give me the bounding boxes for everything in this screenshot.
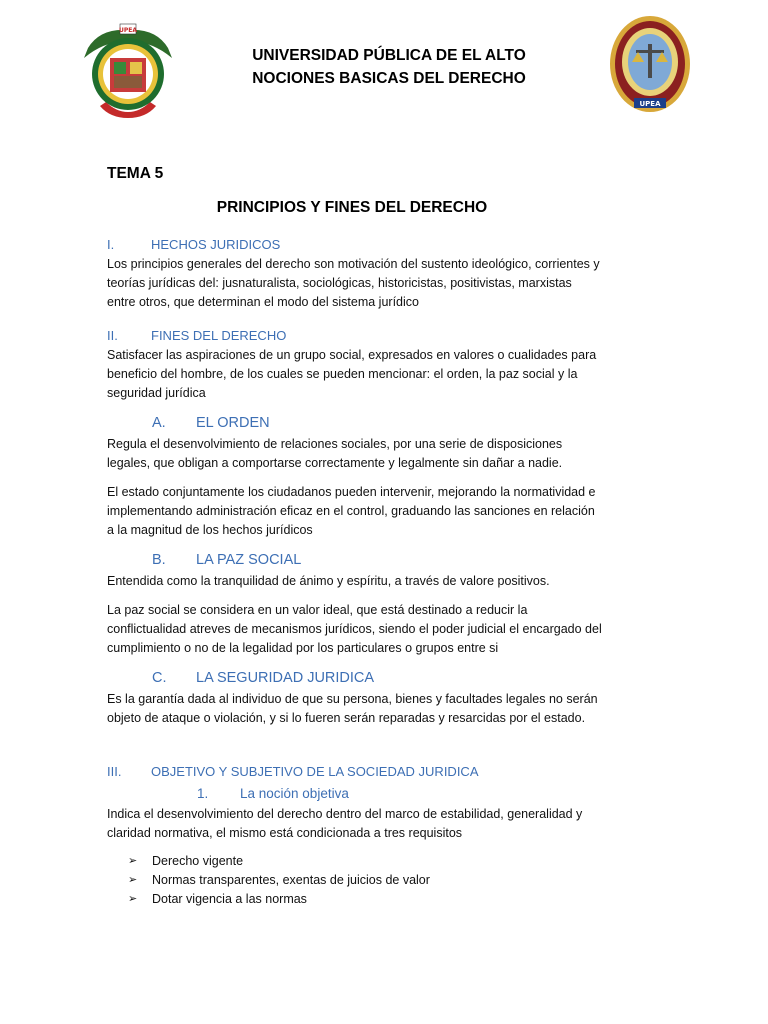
section-title: OBJETIVO Y SUBJETIVO DE LA SOCIEDAD JURIDICA bbox=[151, 764, 479, 779]
upea-seal-logo bbox=[80, 18, 176, 124]
arrowhead-bullet-icon: ➢ bbox=[128, 893, 138, 905]
paragraph-hechos-juridicos: Los principios generales del derecho son motivación del sustento ideológico, corrientes y teorías jurídicas del: jusnaturalista, sociológicas, historicistas, positivistas, marxistas entre otros, que determinan el modo del sistema jurídico bbox=[107, 257, 600, 309]
section-number: I. bbox=[107, 237, 115, 252]
section-title: FINES DEL DERECHO bbox=[151, 328, 287, 343]
paragraph-fines-del-derecho: Satisfacer las aspiraciones de un grupo social, expresados en valores o cualidades para beneficio del hombre, de los cuales se pueden mencionar: el orden, la paz social y la seguridad jurídica bbox=[107, 348, 597, 400]
list-item bbox=[128, 852, 430, 871]
section-heading-fines-del-derecho bbox=[107, 328, 286, 343]
section-number: II. bbox=[107, 328, 118, 343]
carrera-derecho-seal-logo bbox=[608, 14, 692, 114]
subsection-number: A. bbox=[152, 415, 166, 431]
subsection-number: 1. bbox=[197, 786, 209, 801]
paragraph-el-orden-1: Regula el desenvolvimiento de relaciones sociales, por una serie de disposiciones legales, que obligan a comportarse correctamente y legalmente sin dañar a nadie. bbox=[107, 437, 563, 470]
paragraph-la-nocion-objetiva: Indica el desenvolvimiento del derecho dentro del marco de estabilidad, generalidad y claridad normativa, el mismo está condicionada a tres requisitos bbox=[107, 807, 583, 840]
arrowhead-bullet-icon: ➢ bbox=[128, 874, 138, 886]
subsection-title: La noción objetiva bbox=[240, 786, 349, 801]
section-heading-hechos-juridicos bbox=[107, 237, 280, 252]
paragraph-la-paz-social-1: Entendida como la tranquilidad de ánimo y espíritu, a través de valore positivos. bbox=[107, 574, 550, 588]
list-item bbox=[128, 890, 430, 909]
subsection-title: LA PAZ SOCIAL bbox=[196, 552, 302, 568]
right-logo-bottom-text: UPEA bbox=[639, 100, 661, 108]
list-item-text: Normas transparentes, exentas de juicios de valor bbox=[152, 873, 430, 887]
subsection-title: EL ORDEN bbox=[196, 415, 270, 431]
section-heading-objetivo-y-subjetivo bbox=[107, 764, 479, 779]
list-item-text: Dotar vigencia a las normas bbox=[152, 892, 307, 906]
left-logo-top-text: UPEA bbox=[118, 27, 138, 34]
list-item bbox=[128, 871, 430, 890]
arrowhead-bullet-icon: ➢ bbox=[128, 855, 138, 867]
section-number: III. bbox=[107, 764, 122, 779]
page-title: PRINCIPIOS Y FINES DEL DERECHO bbox=[216, 199, 488, 216]
list-item-text: Derecho vigente bbox=[152, 854, 244, 868]
subsection-heading-el-orden bbox=[152, 415, 270, 431]
paragraph-el-orden-2: El estado conjuntamente los ciudadanos pueden intervenir, mejorando la normatividad e implementando administración eficaz en el control, graduando las sanciones en relación a la magnitud de los hechos jurídicos bbox=[107, 485, 596, 537]
section-title: HECHOS JURIDICOS bbox=[151, 237, 281, 252]
subsection-heading-la-seguridad-juridica bbox=[152, 670, 374, 686]
paragraph-la-paz-social-2: La paz social se considera en un valor ideal, que está destinado a reducir la conflictualidad atreves de mecanismos jurídicos, siendo el poder judicial el encargado del cumplimiento o no de la legalidad por los particulares o grupos entre si bbox=[107, 603, 602, 655]
course-name: NOCIONES BASICAS DEL DERECHO bbox=[252, 70, 526, 87]
university-name: UNIVERSIDAD PÚBLICA DE EL ALTO bbox=[252, 47, 526, 64]
subsection-number: B. bbox=[152, 552, 166, 568]
subsection-number: C. bbox=[152, 670, 167, 686]
subsection-heading-la-paz-social bbox=[152, 552, 301, 568]
requisitos-list bbox=[128, 852, 430, 909]
subsection-heading-la-nocion-objetiva bbox=[197, 786, 349, 801]
tema-label: TEMA 5 bbox=[107, 165, 164, 182]
paragraph-la-seguridad-juridica: Es la garantía dada al individuo de que su persona, bienes y facultades legales no serán objeto de ataque o violación, y si lo fueren serán reparadas y resarcidas por el estado. bbox=[107, 692, 598, 725]
subsection-title: LA SEGURIDAD JURIDICA bbox=[196, 670, 375, 686]
